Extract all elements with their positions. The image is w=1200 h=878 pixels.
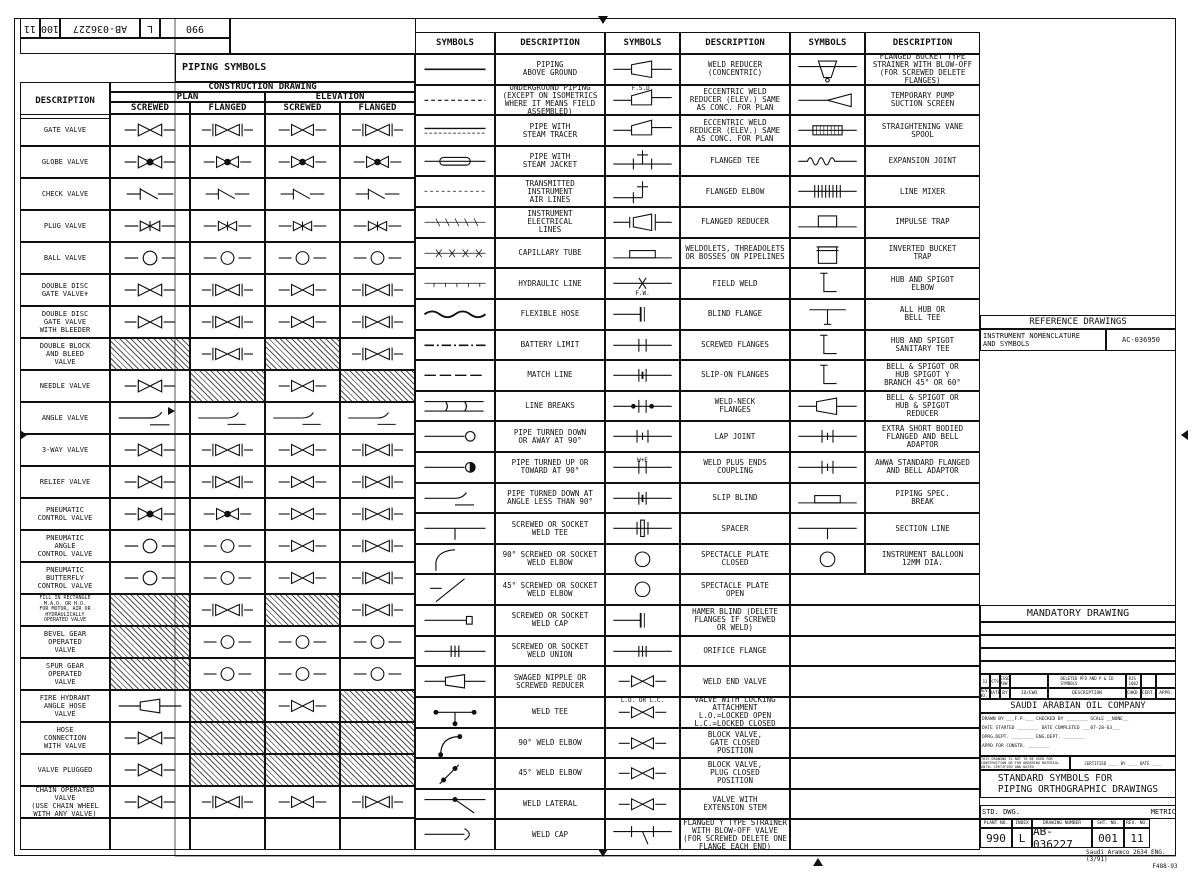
line-desc-text: SCREWED OR SOCKET WELD CAP	[511, 611, 589, 629]
misc-desc-text: SECTION LINE	[895, 523, 950, 533]
left-center-mark	[20, 430, 27, 440]
stamp-value-0-text: 11	[23, 23, 37, 34]
col-header-description-1-text: DESCRIPTION	[520, 38, 580, 48]
rev-row-cell: ESSD AVW	[1000, 676, 1010, 686]
valve-desc-row-text: SPUR GEAR OPERATED VALVE	[46, 662, 84, 686]
valve-desc-row-text: FIRE HYDRANT ANGLE HOSE VALVE	[39, 694, 91, 718]
tb-header-index: INDEX	[1012, 819, 1032, 828]
fitting-desc-text: BLOCK VALVE, GATE CLOSED POSITION	[707, 729, 763, 755]
line-desc-text: TRANSMITTED INSTRUMENT AIR LINES	[525, 178, 575, 204]
line-desc-text: MATCH LINE	[527, 370, 573, 380]
tb-header-rev: REV. NO.	[1124, 819, 1150, 828]
certified-line: CERTIFIED ____ BY ____ DATE ____	[1070, 756, 1176, 770]
dept-line: OPRG.DEPT. ________ ENG.DEPT. ________	[982, 734, 1085, 740]
valve-desc-row-text: PNEUMATIC CONTROL VALVE	[37, 506, 93, 522]
stamp-value-4-text: 990	[185, 23, 205, 34]
fitting-desc-text: SLIP-ON FLANGES	[701, 370, 769, 380]
inner-left-mark	[168, 407, 175, 415]
misc-desc-text: ALL HUB OR BELL TEE	[899, 305, 946, 323]
line-desc-text: 45° WELD ELBOW	[518, 768, 582, 778]
valve-desc-row-text: PNEUMATIC ANGLE CONTROL VALVE	[37, 534, 93, 558]
tb-value-dwg: AB-036227	[1032, 828, 1092, 848]
line-desc-text: PIPING ABOVE GROUND	[522, 60, 578, 78]
mandatory-label: MANDATORY DRAWING	[980, 605, 1176, 622]
line-desc-text: UNDERGROUND PIPING (EXCEPT ON ISOMETRICS WHERE IT MEANS FIELD ASSEMBLED)	[502, 82, 598, 116]
line-desc-text: SCREWED OR SOCKET WELD TEE	[511, 519, 589, 537]
rev-header-cell: CERT.	[1141, 688, 1156, 699]
fitting-desc-text: FLANGED TEE	[710, 156, 760, 166]
right-center-mark	[1181, 430, 1188, 440]
line-desc-text: HYDRAULIC LINE	[518, 278, 582, 288]
fitting-desc-text: ORIFICE FLANGE	[703, 645, 767, 655]
misc-desc-text: FLANGED BUCKET TYPE STRAINER WITH BLOW-OFF (FOR SCREWED DELETE FLANGES)	[872, 52, 973, 86]
reference-number: AC-036950	[1106, 329, 1176, 351]
valve-desc-row-text: GLOBE VALVE	[41, 158, 89, 166]
fitting-desc-text: FLANGED ELBOW	[705, 186, 765, 196]
rev-row-cell: RJS 1062	[1126, 674, 1141, 688]
construction-header-text: CONSTRUCTION DRAWING	[208, 82, 317, 92]
fitting-desc-text: FIELD WELD	[712, 278, 758, 288]
fitting-desc-text: SLIP BLIND	[712, 492, 758, 502]
company-name: SAUDI ARABIAN OIL COMPANY	[980, 699, 1176, 713]
subheader-screwed-2-text: SCREWED	[283, 103, 322, 113]
rev-header-cell: CHKD.	[1126, 688, 1141, 699]
valve-desc-row-text: 3-WAY VALVE	[41, 446, 89, 454]
tb-value-sht: 001	[1092, 828, 1124, 848]
std-dwg-label: STD. DWG.	[982, 808, 1020, 816]
line-desc-text: FLEXIBLE HOSE	[520, 309, 580, 319]
line-desc-text: PIPE WITH STEAM JACKET	[522, 152, 578, 170]
tb-header-dwg: DRAWING NUMBER	[1032, 819, 1092, 828]
drawn-by: DRAWN BY ___F.P.___ CHECKED BY ________ SCALE __NONE__	[982, 716, 1129, 722]
tb-value-index: L	[1012, 828, 1032, 848]
stamp-value-2-text: AB-036227	[72, 23, 128, 34]
line-desc-text: SWAGED NIPPLE OR SCREWED REDUCER	[513, 672, 587, 690]
rev-header-cell: DESCRIPTION	[1048, 688, 1126, 699]
fitting-desc-text: WELD END VALVE	[703, 676, 767, 686]
fw-label-text: F.W.	[635, 290, 650, 297]
line-desc-text: PIPE TURNED DOWN AT ANGLE LESS THAN 90°	[507, 488, 593, 506]
corner-code: F488-93	[1152, 862, 1178, 870]
valve-desc-row-text: PNEUMATIC BUTTERFLY CONTROL VALVE	[37, 566, 93, 590]
misc-desc-text: PIPING SPEC. BREAK	[895, 488, 950, 506]
form-number: Saudi Aramco 2634 ENG. (3/91)	[1086, 849, 1166, 863]
line-desc-text: WELD LATERAL	[522, 799, 578, 809]
rev-header-cell: REV. NO.	[979, 688, 991, 699]
fitting-desc-text: HAMER BLIND (DELETE FLANGES IF SCREWED OR WELD)	[692, 607, 778, 633]
misc-desc-text: EXPANSION JOINT	[888, 156, 957, 166]
col-header-symbols-0-text: SYMBOLS	[436, 38, 474, 48]
fitting-desc-text: FLANGED REDUCER	[701, 217, 769, 227]
valve-desc-row-text: ANGLE VALVE	[41, 414, 89, 422]
valve-desc-row-text: PLUG VALVE	[43, 222, 87, 230]
valve-desc-row-text: FILL IN RECTANGLE M.A.O. OR H.O. FOR MOTOR, AIR OR HYDRAULICALLY OPERATED VALVE	[39, 595, 91, 624]
misc-desc-text: BELL & SPIGOT OR HUB & SPIGOT REDUCER	[886, 393, 959, 419]
stamp-value-3-text: L	[146, 23, 154, 34]
desc-header-text: DESCRIPTION	[35, 95, 95, 106]
reference-title: REFERENCE DRAWINGS	[980, 315, 1176, 329]
appd-line: APPD FOR CONSTR. ________	[982, 743, 1050, 749]
rev-header-cell: DATE	[990, 688, 1000, 699]
line-desc-text: PIPE WITH STEAM TRACER	[522, 121, 578, 139]
fitting-desc-text: ECCENTRIC WELD REDUCER (ELEV.) SAME AS CONC. FOR PLAN	[689, 117, 781, 143]
line-desc-text: WELD TEE	[531, 707, 569, 717]
misc-desc-text: TEMPORARY PUMP SUCTION SCREEN	[890, 90, 955, 108]
rev-header-cell: BY	[1000, 688, 1010, 699]
misc-desc-text: LINE MIXER	[899, 186, 946, 196]
fitting-desc-text: SCREWED FLANGES	[701, 339, 769, 349]
fitting-desc-text: FLANGED Y TYPE STRAINER WITH BLOW-OFF VALVE (FOR SCREWED DELETE ONE FLANGE EACH END)	[683, 817, 787, 851]
misc-desc-text: BELL & SPIGOT OR HUB SPIGOT Y BRANCH 45° OR 60°	[884, 362, 961, 388]
elevation-header-text: ELEVATION	[315, 92, 365, 102]
fitting-desc-text: ECCENTRIC WELD REDUCER (ELEV.) SAME AS CONC. FOR PLAN	[689, 86, 781, 112]
wpe-label-text: W+E	[637, 457, 648, 464]
valve-desc-row-text: HOSE CONNECTION WITH VALVE	[43, 726, 87, 750]
rev-header-cell: JO/EWO	[1010, 688, 1048, 699]
line-desc-text: BATTERY LIMIT	[520, 339, 580, 349]
subheader-flanged-3-text: FLANGED	[358, 103, 397, 113]
rev-row-cell: DELETED PFD AND P & ID SYMBOLS	[1048, 674, 1126, 688]
valve-desc-row-text: RELIEF VALVE	[39, 478, 91, 486]
misc-desc-text: IMPULSE TRAP	[895, 217, 950, 227]
subheader-flanged-1-text: FLANGED	[208, 103, 247, 113]
line-desc-text: 90° SCREWED OR SOCKET WELD ELBOW	[502, 550, 598, 568]
stamp-value-1-text: 100	[40, 23, 60, 34]
tb-header-plant: PLANT NO.	[980, 819, 1012, 828]
fitting-desc-text: WELDOLETS, THREADOLETS OR BOSSES ON PIPELINES	[685, 243, 785, 261]
col-header-symbols-2-text: SYMBOLS	[623, 38, 662, 48]
line-desc-text: PIPE TURNED DOWN OR AWAY AT 90°	[513, 427, 587, 445]
misc-desc-text: HUB AND SPIGOT ELBOW	[890, 274, 955, 292]
misc-desc-text: INVERTED BUCKET TRAP	[888, 243, 957, 261]
rev-row-cell: OCT92	[990, 674, 1000, 688]
rev-header-cell: APPD.	[1156, 688, 1176, 699]
line-desc-text: 45° SCREWED OR SOCKET WELD ELBOW	[502, 580, 598, 598]
fitting-desc-text: BLIND FLANGE	[707, 309, 763, 319]
misc-desc-text: HUB AND SPIGOT SANITARY TEE	[890, 335, 955, 353]
fitting-desc-text: SPACER	[721, 523, 749, 533]
tb-header-sht: SHT. NO.	[1092, 819, 1124, 828]
line-desc-text: PIPE TURNED UP OR TOWARD AT 90°	[511, 458, 589, 476]
fitting-desc-text: VALVE WITH EXTENSION STEM	[703, 795, 767, 813]
misc-desc-text: EXTRA SHORT BODIED FLANGED AND BELL ADAPTOR	[881, 423, 964, 449]
misc-desc-text: INSTRUMENT BALLOON 12MM DIA.	[881, 550, 964, 568]
reference-item: INSTRUMENT NOMENCLATURE AND SYMBOLS	[980, 329, 1106, 351]
fitting-desc-text: BLOCK VALVE, PLUG CLOSED POSITION	[707, 760, 763, 786]
date-started: DATE STARTED ________ DATE COMPLETED ___07-28-63___	[982, 725, 1121, 731]
metric-label: METRIC	[1150, 808, 1176, 816]
line-desc-text: LINE BREAKS	[525, 401, 575, 411]
tb-value-rev: 11	[1124, 828, 1150, 848]
col-header-description-3-text: DESCRIPTION	[705, 38, 765, 48]
fsd-label-text: F.S.D.	[631, 85, 654, 92]
valve-desc-row-text: BEVEL GEAR OPERATED VALVE	[43, 630, 87, 654]
fitting-desc-text: LAP JOINT	[714, 431, 756, 441]
valve-desc-row-text: CHAIN OPERATED VALVE (USE CHAIN WHEEL WITH ANY VALVE)	[31, 786, 99, 818]
line-desc-text: SCREWED OR SOCKET WELD UNION	[511, 641, 589, 659]
misc-desc-text: STRAIGHTENING VANE SPOOL	[881, 121, 964, 139]
valve-desc-row-text: NEEDLE VALVE	[39, 382, 91, 390]
plan-header-text: PLAN	[176, 92, 199, 102]
valve-desc-row-text: DOUBLE DISC GATE VALVE✝	[41, 282, 89, 298]
line-desc-text: 90° WELD ELBOW	[518, 737, 582, 747]
top-center-mark	[598, 16, 608, 24]
drawing-title: STANDARD SYMBOLS FOR PIPING ORTHOGRAPHIC DRAWINGS	[980, 770, 1176, 798]
fitting-desc-text: WELD-NECK FLANGES	[714, 397, 756, 415]
fitting-desc-text: WELD REDUCER (CONCENTRIC)	[707, 60, 763, 78]
construction-note: THIS DRAWING IS NOT TO BE USED FOR CONSTRUCTION OR FOR ORDERING MATERIAL UNTIL CERTIFIED AND DATED	[980, 756, 1070, 770]
fitting-desc-text: WELD PLUS ENDS COUPLING	[703, 458, 767, 476]
valve-desc-row-text: DOUBLE BLOCK AND BLEED VALVE	[39, 342, 91, 366]
fitting-desc-text: SPECTACLE PLATE CLOSED	[701, 550, 769, 568]
valve-desc-row-text: GATE VALVE	[43, 126, 87, 134]
valve-desc-row-text: BALL VALVE	[43, 254, 87, 262]
col-header-symbols-4-text: SYMBOLS	[808, 38, 847, 48]
rev-row-cell: 11	[980, 674, 990, 688]
subheader-screwed-0-text: SCREWED	[131, 103, 169, 113]
lo-label-text: L.O. OR L.C.	[620, 697, 665, 704]
line-desc-text: WELD CAP	[531, 829, 569, 839]
fitting-desc-text: SPECTACLE PLATE OPEN	[701, 580, 769, 598]
col-header-description-5-text: DESCRIPTION	[892, 38, 953, 48]
bottom-mark	[813, 858, 823, 866]
line-desc-text: CAPILLARY TUBE	[518, 247, 582, 257]
valve-desc-row-text: VALVE PLUGGED	[37, 766, 93, 774]
valve-desc-row-text: CHECK VALVE	[41, 190, 89, 198]
line-desc-text: INSTRUMENT ELECTRICAL LINES	[527, 209, 573, 235]
misc-desc-text: AWWA STANDARD FLANGED AND BELL ADAPTOR	[875, 458, 970, 476]
fitting-desc-text: VALVE WITH LOCKING ATTACHMENT L.O.=LOCKED OPEN L.C.=LOCKED CLOSED	[694, 695, 776, 729]
page-title-text: PIPING SYMBOLS	[182, 62, 267, 73]
tb-value-plant: 990	[980, 828, 1012, 848]
valve-desc-row-text: DOUBLE DISC GATE VALVE WITH BLEEDER	[39, 310, 91, 334]
